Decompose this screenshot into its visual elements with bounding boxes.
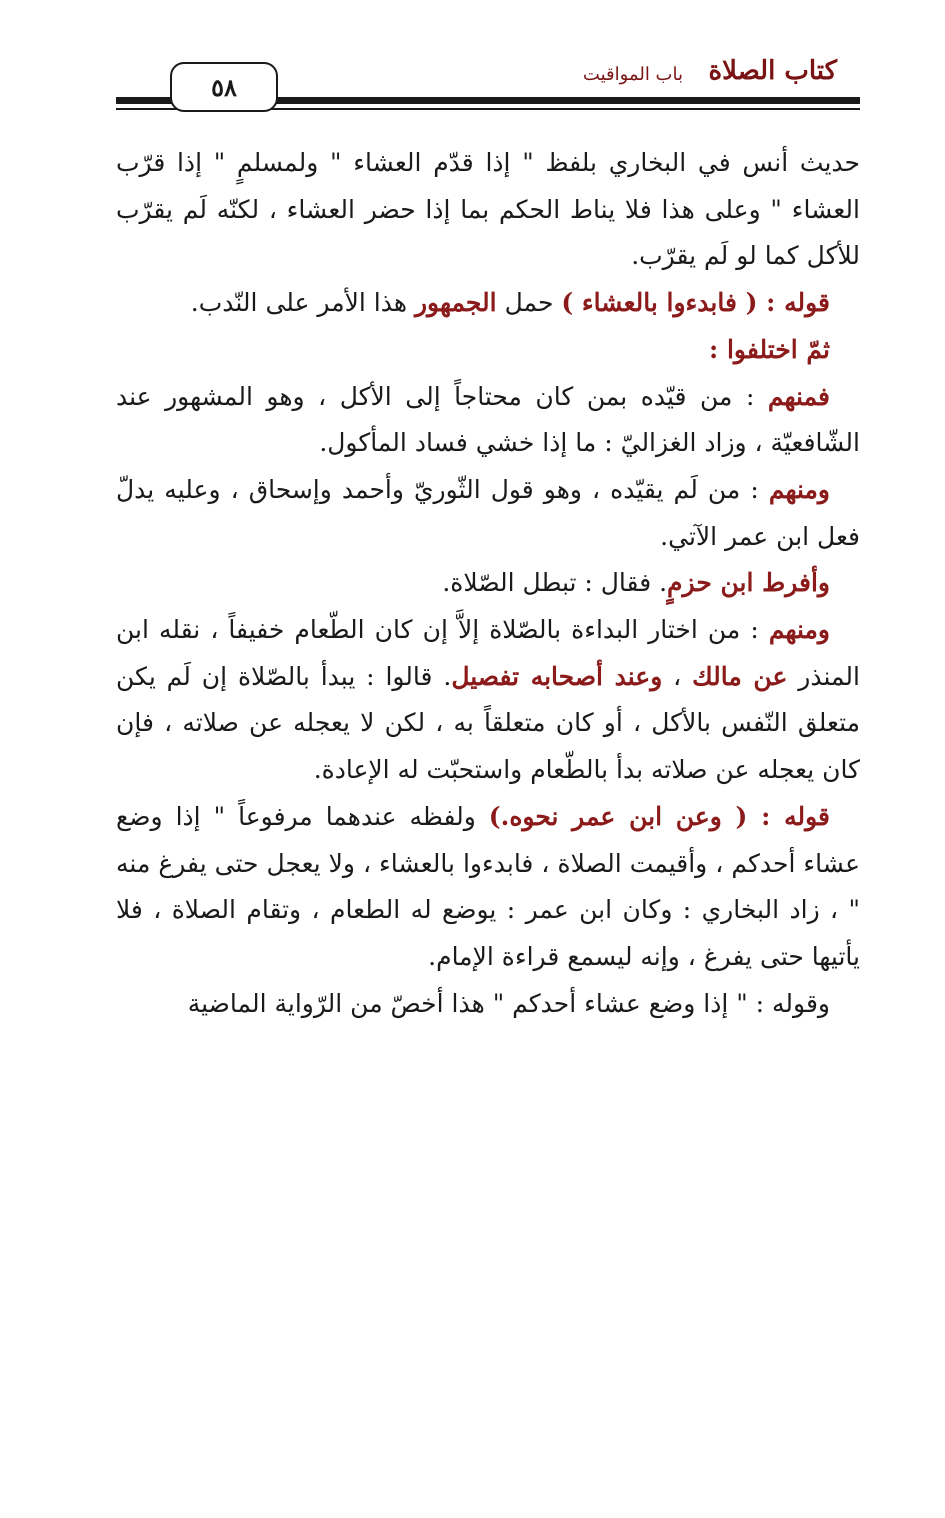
text-run: هذا الأمر على النّدب. xyxy=(190,288,415,318)
text-run: حمل xyxy=(496,288,562,318)
text-run: : من قيّده بمن كان محتاجاً إلى الأكل ، وهو المشهور عند الشّافعيّة ، وزاد الغزاليّ : ما إذا خشي فساد المأكول. xyxy=(116,381,860,458)
paragraph xyxy=(116,140,860,280)
highlighted-phrase: ومنهم xyxy=(768,615,830,645)
highlighted-phrase: فمنهم xyxy=(767,381,830,411)
paragraph xyxy=(116,560,860,607)
text-run: : من اختار البداءة بالصّلاة إلاَّ إن كان الطّعام خفيفاً ، نقله ابن المنذر xyxy=(116,615,860,691)
book-title: كتاب الصلاة xyxy=(708,56,837,86)
highlighted-phrase: وأفرط ابن حزمٍ xyxy=(667,568,830,598)
paragraph xyxy=(116,794,860,981)
text-run: ، xyxy=(662,661,693,691)
paragraph xyxy=(116,467,860,560)
paragraph xyxy=(116,607,860,794)
highlighted-phrase: الجمهور xyxy=(414,288,497,318)
highlighted-phrase: عن مالك xyxy=(692,661,788,691)
page-header xyxy=(0,0,945,125)
paragraph xyxy=(116,981,860,1028)
text-run: حديث أنس في البخاري بلفظ " إذا قدّم العشاء " ولمسلمٍ " إذا قرّب العشاء " وعلى هذا فلا يناط الحكم بما إذا حضر العشاء ، لكنّه لَم يقرّب للأكل كما لو لَم يقرّب. xyxy=(116,148,860,271)
page-number: ٥٨ xyxy=(170,62,278,112)
highlighted-phrase: ومنهم xyxy=(768,474,830,504)
text-run: ولفظه عندهما مرفوعاً " إذا وضع عشاء أحدكم ، وأقيمت الصلاة ، فابدءوا بالعشاء ، ولا يعجل حتى يفرغ منه " ، زاد البخاري : وكان ابن عمر : يوضع له الطعام ، وتقام الصلاة ، فلا يأتيها حتى يفرغ ، وإنه ليسمع قراءة الإمام. xyxy=(116,801,860,971)
text-run: . قالوا : يبدأ بالصّلاة إن لَم يكن متعلق النّفس بالأكل ، أو كان متعلقاً به ، لكن لا يعجله عن صلاته ، فإن كان يعجله عن صلاته بدأ بالطّعام واستحبّت له الإعادة. xyxy=(116,661,861,785)
highlighted-phrase: قوله : ( فابدءوا بالعشاء ) xyxy=(561,288,830,318)
paragraph xyxy=(116,374,860,467)
highlighted-phrase: ثمّ اختلفوا : xyxy=(709,334,830,364)
chapter-title: باب المواقيت xyxy=(582,64,683,85)
page-body xyxy=(116,140,860,1027)
paragraph xyxy=(116,327,860,374)
text-run: وقوله : " إذا وضع عشاء أحدكم " هذا أخصّ من الرّواية الماضية xyxy=(187,988,830,1018)
text-run: : من لَم يقيّده ، وهو قول الثّوريّ وأحمد وإسحاق ، وعليه يدلّ فعل ابن عمر الآتي. xyxy=(116,474,860,551)
paragraph xyxy=(116,280,860,327)
text-run: . فقال : تبطل الصّلاة. xyxy=(442,568,668,598)
highlighted-phrase: وعند أصحابه تفصيل xyxy=(451,661,663,691)
highlighted-phrase: قوله : ( وعن ابن عمر نحوه.) xyxy=(488,801,830,831)
